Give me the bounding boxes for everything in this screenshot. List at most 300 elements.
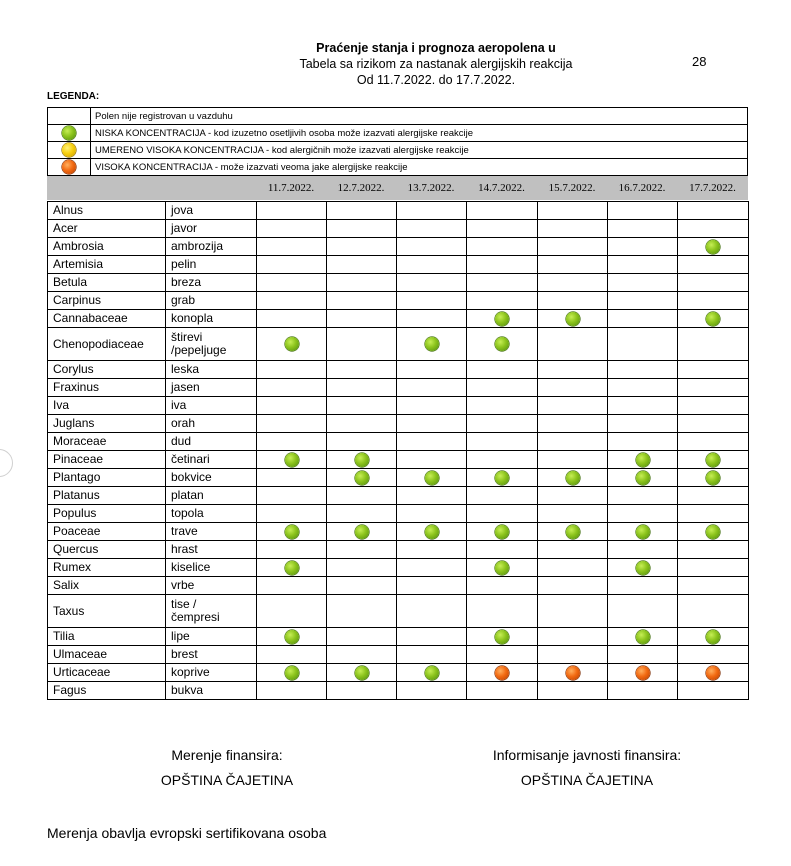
table-row xyxy=(48,202,749,220)
level-cell xyxy=(327,664,397,682)
local-name: koprive xyxy=(166,664,257,682)
level-cell xyxy=(397,274,467,292)
local-name: pelin xyxy=(166,256,257,274)
level-cell xyxy=(467,487,538,505)
table-row xyxy=(48,559,749,577)
level-cell xyxy=(467,559,538,577)
level-cell xyxy=(467,523,538,541)
level-cell xyxy=(257,523,327,541)
level-cell xyxy=(467,628,538,646)
level-cell xyxy=(257,310,327,328)
level-cell xyxy=(257,415,327,433)
level-cell xyxy=(608,397,678,415)
level-cell xyxy=(608,541,678,559)
green-dot-icon xyxy=(355,525,369,539)
level-cell xyxy=(467,310,538,328)
table-row xyxy=(48,577,749,595)
level-cell xyxy=(538,646,608,664)
local-name: štirevi /pepeljuge xyxy=(166,328,257,361)
level-cell xyxy=(257,292,327,310)
table-row xyxy=(48,328,749,361)
level-cell xyxy=(678,469,749,487)
level-cell xyxy=(327,595,397,628)
level-cell xyxy=(257,664,327,682)
level-cell xyxy=(538,328,608,361)
level-cell xyxy=(397,487,467,505)
level-cell xyxy=(678,397,749,415)
level-cell xyxy=(538,202,608,220)
legend-label: LEGENDA: xyxy=(47,91,100,102)
local-name: iva xyxy=(166,397,257,415)
level-cell xyxy=(467,379,538,397)
level-cell xyxy=(678,379,749,397)
latin-name: Fagus xyxy=(48,682,166,700)
latin-name: Tilia xyxy=(48,628,166,646)
level-cell xyxy=(327,487,397,505)
level-cell xyxy=(608,523,678,541)
level-cell xyxy=(257,541,327,559)
level-cell xyxy=(678,202,749,220)
green-dot-icon xyxy=(706,525,720,539)
level-cell xyxy=(608,451,678,469)
local-name: jasen xyxy=(166,379,257,397)
level-cell xyxy=(538,595,608,628)
green-dot-icon xyxy=(285,630,299,644)
local-name: leska xyxy=(166,361,257,379)
level-cell xyxy=(327,361,397,379)
level-cell xyxy=(397,202,467,220)
level-cell xyxy=(327,328,397,361)
level-cell xyxy=(678,682,749,700)
level-cell xyxy=(467,361,538,379)
level-cell xyxy=(608,256,678,274)
date-header: 16.7.2022. xyxy=(618,182,666,194)
local-name: jova xyxy=(166,202,257,220)
green-dot-icon xyxy=(495,471,509,485)
level-cell xyxy=(257,682,327,700)
level-cell xyxy=(397,628,467,646)
table-row xyxy=(48,451,749,469)
table-row xyxy=(48,628,749,646)
latin-name: Taxus xyxy=(48,595,166,628)
latin-name: Rumex xyxy=(48,559,166,577)
green-dot-icon xyxy=(566,525,580,539)
level-cell xyxy=(327,256,397,274)
level-cell xyxy=(608,559,678,577)
level-cell xyxy=(678,628,749,646)
level-cell xyxy=(397,292,467,310)
level-cell xyxy=(678,577,749,595)
level-cell xyxy=(467,451,538,469)
local-name: bokvice xyxy=(166,469,257,487)
green-dot-icon xyxy=(495,630,509,644)
level-cell xyxy=(467,664,538,682)
latin-name: Salix xyxy=(48,577,166,595)
green-dot-icon xyxy=(425,471,439,485)
latin-name: Corylus xyxy=(48,361,166,379)
level-cell xyxy=(467,646,538,664)
green-dot-icon xyxy=(495,561,509,575)
level-cell xyxy=(467,577,538,595)
legend-table xyxy=(47,107,748,176)
level-cell xyxy=(397,256,467,274)
level-cell xyxy=(467,328,538,361)
pollen-table xyxy=(47,201,749,700)
level-cell xyxy=(257,328,327,361)
level-cell xyxy=(327,433,397,451)
page-number: 28 xyxy=(692,54,707,69)
level-cell xyxy=(538,628,608,646)
local-name: lipe xyxy=(166,628,257,646)
green-dot-icon xyxy=(566,471,580,485)
level-cell xyxy=(608,595,678,628)
level-cell xyxy=(608,415,678,433)
table-row xyxy=(48,361,749,379)
level-cell xyxy=(678,559,749,577)
local-name: topola xyxy=(166,505,257,523)
level-cell xyxy=(678,361,749,379)
table-row xyxy=(48,238,749,256)
level-cell xyxy=(467,415,538,433)
level-cell xyxy=(327,523,397,541)
local-name: hrast xyxy=(166,541,257,559)
level-cell xyxy=(397,415,467,433)
report-date-range: Od 11.7.2022. do 17.7.2022. xyxy=(356,73,516,87)
level-cell xyxy=(327,682,397,700)
table-row xyxy=(48,469,749,487)
local-name: grab xyxy=(166,292,257,310)
latin-name: Populus xyxy=(48,505,166,523)
table-row xyxy=(48,523,749,541)
level-cell xyxy=(327,310,397,328)
scroll-handle[interactable] xyxy=(0,449,13,477)
level-cell xyxy=(257,238,327,256)
level-cell xyxy=(397,328,467,361)
report-title: Praćenje stanja i prognoza aeropolena u xyxy=(316,41,556,55)
legend-row xyxy=(48,125,748,142)
latin-name: Quercus xyxy=(48,541,166,559)
legend-icon-cell xyxy=(48,108,91,125)
green-dot-icon xyxy=(706,312,720,326)
date-header: 14.7.2022. xyxy=(478,182,525,194)
level-cell xyxy=(678,523,749,541)
level-cell xyxy=(327,505,397,523)
level-cell xyxy=(538,469,608,487)
local-name: dud xyxy=(166,433,257,451)
green-dot-icon xyxy=(285,525,299,539)
level-cell xyxy=(397,541,467,559)
green-dot-icon xyxy=(706,471,720,485)
table-row xyxy=(48,256,749,274)
level-cell xyxy=(538,505,608,523)
level-cell xyxy=(678,310,749,328)
level-cell xyxy=(397,397,467,415)
level-cell xyxy=(327,577,397,595)
report-subtitle: Tabela sa rizikom za nastanak alergijskih reakcija xyxy=(299,57,573,71)
level-cell xyxy=(538,433,608,451)
level-cell xyxy=(608,328,678,361)
latin-name: Acer xyxy=(48,220,166,238)
level-cell xyxy=(327,559,397,577)
latin-name: Artemisia xyxy=(48,256,166,274)
level-cell xyxy=(397,220,467,238)
level-cell xyxy=(678,595,749,628)
level-cell xyxy=(327,451,397,469)
green-dot-icon xyxy=(425,525,439,539)
level-cell xyxy=(608,505,678,523)
level-cell xyxy=(397,310,467,328)
latin-name: Ambrosia xyxy=(48,238,166,256)
local-name: ambrozija xyxy=(166,238,257,256)
table-row xyxy=(48,505,749,523)
level-cell xyxy=(397,595,467,628)
level-cell xyxy=(257,220,327,238)
date-header-band xyxy=(47,176,748,200)
orange-dot-icon xyxy=(566,666,580,680)
level-cell xyxy=(608,664,678,682)
level-cell xyxy=(608,628,678,646)
level-cell xyxy=(608,646,678,664)
level-cell xyxy=(678,238,749,256)
level-cell xyxy=(538,361,608,379)
level-cell xyxy=(678,433,749,451)
green-dot-icon xyxy=(355,453,369,467)
level-cell xyxy=(257,595,327,628)
green-dot-icon xyxy=(636,471,650,485)
latin-name: Betula xyxy=(48,274,166,292)
local-name: orah xyxy=(166,415,257,433)
green-dot-icon xyxy=(285,561,299,575)
level-cell xyxy=(678,664,749,682)
local-name: bukva xyxy=(166,682,257,700)
legend-text: UMERENO VISOKA KONCENTRACIJA - kod alergičnih može izazvati alergijske reakcije xyxy=(91,142,748,159)
level-cell xyxy=(538,559,608,577)
local-name: javor xyxy=(166,220,257,238)
level-cell xyxy=(608,469,678,487)
level-cell xyxy=(678,541,749,559)
level-cell xyxy=(608,487,678,505)
level-cell xyxy=(678,646,749,664)
level-cell xyxy=(538,274,608,292)
level-cell xyxy=(467,202,538,220)
level-cell xyxy=(467,595,538,628)
date-header: 11.7.2022. xyxy=(267,182,315,194)
level-cell xyxy=(257,646,327,664)
legend-text: Polen nije registrovan u vazduhu xyxy=(91,108,748,125)
table-row xyxy=(48,310,749,328)
level-cell xyxy=(257,487,327,505)
level-cell xyxy=(538,682,608,700)
legend-text: NISKA KONCENTRACIJA - kod izuzetno osetljivih osoba može izazvati alergijske reakcije xyxy=(91,125,748,142)
latin-name: Ulmaceae xyxy=(48,646,166,664)
level-cell xyxy=(327,469,397,487)
level-cell xyxy=(538,220,608,238)
latin-name: Moraceae xyxy=(48,433,166,451)
orange-dot-icon xyxy=(62,160,76,174)
level-cell xyxy=(397,664,467,682)
latin-name: Juglans xyxy=(48,415,166,433)
green-dot-icon xyxy=(355,471,369,485)
level-cell xyxy=(327,238,397,256)
funding-label-left: Merenje finansira: xyxy=(171,747,283,763)
table-row xyxy=(48,397,749,415)
level-cell xyxy=(397,238,467,256)
level-cell xyxy=(467,256,538,274)
latin-name: Urticaceae xyxy=(48,664,166,682)
latin-name: Pinaceae xyxy=(48,451,166,469)
green-dot-icon xyxy=(495,525,509,539)
level-cell xyxy=(608,220,678,238)
green-dot-icon xyxy=(636,561,650,575)
table-row xyxy=(48,646,749,664)
legend-icon-cell xyxy=(48,159,91,176)
level-cell xyxy=(538,379,608,397)
level-cell xyxy=(538,523,608,541)
local-name: kiselice xyxy=(166,559,257,577)
level-cell xyxy=(678,220,749,238)
level-cell xyxy=(678,415,749,433)
local-name: breza xyxy=(166,274,257,292)
latin-name: Chenopodiaceae xyxy=(48,328,166,361)
level-cell xyxy=(397,682,467,700)
local-name: vrbe xyxy=(166,577,257,595)
local-name: četinari xyxy=(166,451,257,469)
level-cell xyxy=(467,274,538,292)
latin-name: Iva xyxy=(48,397,166,415)
latin-name: Cannabaceae xyxy=(48,310,166,328)
latin-name: Poaceae xyxy=(48,523,166,541)
level-cell xyxy=(608,238,678,256)
orange-dot-icon xyxy=(495,666,509,680)
level-cell xyxy=(608,202,678,220)
level-cell xyxy=(678,328,749,361)
local-name: konopla xyxy=(166,310,257,328)
green-dot-icon xyxy=(566,312,580,326)
level-cell xyxy=(538,664,608,682)
level-cell xyxy=(467,505,538,523)
level-cell xyxy=(397,433,467,451)
level-cell xyxy=(397,451,467,469)
level-cell xyxy=(608,577,678,595)
level-cell xyxy=(608,310,678,328)
legend-icon-cell xyxy=(48,142,91,159)
level-cell xyxy=(397,559,467,577)
table-row xyxy=(48,682,749,700)
table-row xyxy=(48,274,749,292)
level-cell xyxy=(257,505,327,523)
local-name: tise / čempresi xyxy=(166,595,257,628)
orange-dot-icon xyxy=(636,666,650,680)
level-cell xyxy=(257,628,327,646)
level-cell xyxy=(397,379,467,397)
date-header: 13.7.2022. xyxy=(407,182,455,194)
level-cell xyxy=(257,577,327,595)
local-name: trave xyxy=(166,523,257,541)
legend-icon-cell xyxy=(48,125,91,142)
level-cell xyxy=(397,523,467,541)
level-cell xyxy=(257,397,327,415)
level-cell xyxy=(678,451,749,469)
level-cell xyxy=(467,682,538,700)
legend-text: VISOKA KONCENTRACIJA - može izazvati veoma jake alergijske reakcije xyxy=(91,159,748,176)
date-header: 15.7.2022. xyxy=(548,182,596,194)
level-cell xyxy=(678,487,749,505)
level-cell xyxy=(538,415,608,433)
funding-label-right: Informisanje javnosti finansira: xyxy=(492,747,682,763)
table-row xyxy=(48,664,749,682)
level-cell xyxy=(608,682,678,700)
level-cell xyxy=(327,397,397,415)
orange-dot-icon xyxy=(706,666,720,680)
level-cell xyxy=(608,274,678,292)
table-row xyxy=(48,595,749,628)
table-row xyxy=(48,220,749,238)
green-dot-icon xyxy=(636,525,650,539)
local-name: brest xyxy=(166,646,257,664)
level-cell xyxy=(327,202,397,220)
level-cell xyxy=(467,220,538,238)
latin-name: Fraxinus xyxy=(48,379,166,397)
level-cell xyxy=(257,469,327,487)
level-cell xyxy=(678,292,749,310)
level-cell xyxy=(467,541,538,559)
level-cell xyxy=(257,559,327,577)
level-cell xyxy=(397,469,467,487)
level-cell xyxy=(397,361,467,379)
legend-row xyxy=(48,142,748,159)
level-cell xyxy=(538,397,608,415)
table-row xyxy=(48,541,749,559)
green-dot-icon xyxy=(495,312,509,326)
green-dot-icon xyxy=(636,630,650,644)
green-dot-icon xyxy=(285,453,299,467)
latin-name: Platanus xyxy=(48,487,166,505)
green-dot-icon xyxy=(355,666,369,680)
green-dot-icon xyxy=(425,337,439,351)
funding-value-right: OPŠTINA ČAJETINA xyxy=(520,772,654,788)
green-dot-icon xyxy=(706,240,720,254)
level-cell xyxy=(467,292,538,310)
level-cell xyxy=(678,274,749,292)
level-cell xyxy=(257,451,327,469)
green-dot-icon xyxy=(495,337,509,351)
level-cell xyxy=(257,274,327,292)
certification-note: Merenja obavlja evropski sertifikovana osoba xyxy=(47,825,327,841)
level-cell xyxy=(467,469,538,487)
level-cell xyxy=(538,577,608,595)
level-cell xyxy=(678,256,749,274)
level-cell xyxy=(327,292,397,310)
legend-row xyxy=(48,108,748,125)
table-row xyxy=(48,487,749,505)
green-dot-icon xyxy=(285,337,299,351)
latin-name: Carpinus xyxy=(48,292,166,310)
table-row xyxy=(48,379,749,397)
level-cell xyxy=(538,541,608,559)
green-dot-icon xyxy=(706,453,720,467)
table-row xyxy=(48,292,749,310)
date-header: 12.7.2022. xyxy=(337,182,385,194)
level-cell xyxy=(538,487,608,505)
level-cell xyxy=(327,220,397,238)
level-cell xyxy=(608,433,678,451)
level-cell xyxy=(327,628,397,646)
level-cell xyxy=(608,292,678,310)
level-cell xyxy=(608,361,678,379)
level-cell xyxy=(608,379,678,397)
level-cell xyxy=(467,433,538,451)
green-dot-icon xyxy=(62,126,76,140)
